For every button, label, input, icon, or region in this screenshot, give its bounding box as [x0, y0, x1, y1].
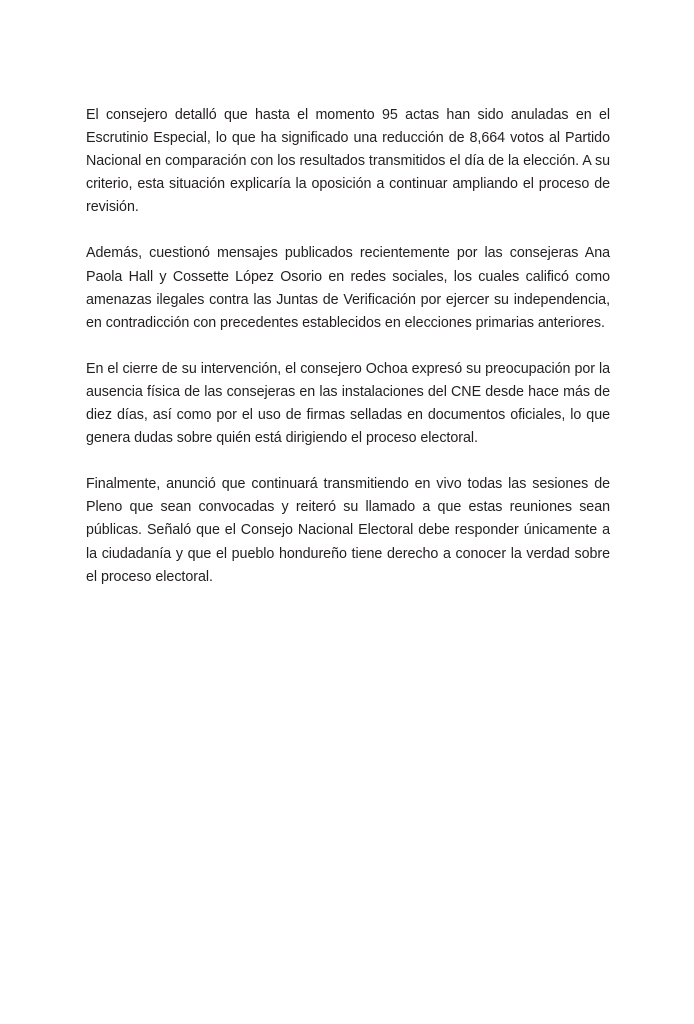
paragraph-cierre-intervencion: En el cierre de su intervención, el consejero Ochoa expresó su preocupación por la ausencia física de las consejeras en las instalaciones del CNE desde hace más de diez días, así como por el uso de firmas selladas en documentos oficiales, lo que genera dudas sobre quién está dirigiendo el proceso electoral. [86, 360, 610, 447]
paragraph-anuncio-final: Finalmente, anunció que continuará transmitiendo en vivo todas las sesiones de Pleno que sean convocadas y reiteró su llamado a que estas reuniones sean públicas. Señaló que el Consejo Nacional Electoral debe responder únicamente a la ciudadanía y que el pueblo hondureño tiene derecho a conocer la verdad sobre el proceso electoral. [86, 476, 610, 585]
paragraph-mensajes-consejeras: Además, cuestionó mensajes publicados recientemente por las consejeras Ana Paola Hall y Cossette López Osorio en redes sociales, los cuales calificó como amenazas ilegales contra las Juntas de Verificación por ejercer su independencia, en contradicción con precedentes establecidos en elecciones primarias anteriores. [86, 245, 610, 331]
document-text-body [86, 104, 610, 589]
paragraph-actas-anuladas: El consejero detalló que hasta el momento 95 actas han sido anuladas en el Escrutinio Especial, lo que ha significado una reducción de 8,664 votos al Partido Nacional en comparación con los resultados transmitidos el día de la elección. A su criterio, esta situación explicaría la oposición a continuar ampliando el proceso de revisión. [86, 107, 610, 216]
